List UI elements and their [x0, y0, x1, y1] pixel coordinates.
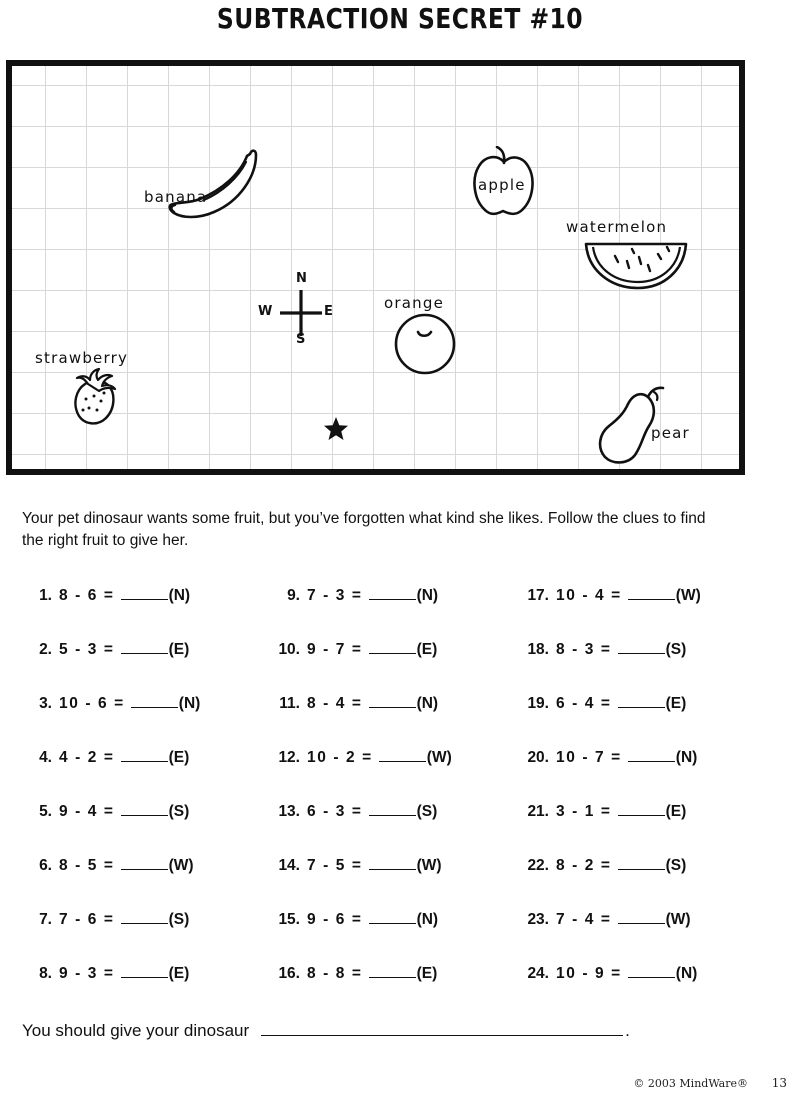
problem-number: 11.: [279, 695, 300, 712]
direction-letter: (N): [416, 911, 439, 928]
problem-row: [22, 802, 762, 856]
answer-blank[interactable]: [369, 640, 416, 654]
compass-rose: [258, 271, 333, 349]
problem-expression: 8 - 3 =: [556, 641, 612, 658]
problem-expression: 9 - 6 =: [307, 911, 363, 928]
problem-number: 23.: [527, 911, 549, 928]
problem-expression: 9 - 4 =: [59, 803, 115, 820]
problem-expression: 7 - 3 =: [307, 587, 363, 604]
problem-item: [270, 694, 519, 713]
problem-number: 13.: [278, 803, 300, 820]
direction-letter: (E): [665, 695, 687, 712]
copyright-notice: © 2003 MindWare®: [633, 1077, 748, 1090]
problem-expression: 6 - 4 =: [556, 695, 612, 712]
compass-east-label: E: [324, 304, 333, 319]
direction-letter: (W): [416, 857, 442, 874]
problem-expression: 8 - 5 =: [59, 857, 115, 874]
problem-item: [22, 694, 270, 713]
direction-letter: (S): [665, 641, 687, 658]
problem-expression: 9 - 7 =: [307, 641, 363, 658]
problem-item: [270, 910, 519, 929]
problem-number: 24.: [527, 965, 549, 982]
problem-number: 20.: [527, 749, 549, 766]
page-title: SUBTRACTION SECRET #10: [216, 2, 584, 35]
problem-expression: 5 - 3 =: [59, 641, 115, 658]
problem-number: 7.: [39, 911, 52, 928]
answer-blank[interactable]: [618, 910, 665, 924]
problem-expression: 3 - 1 =: [556, 803, 612, 820]
problem-item: [519, 856, 759, 875]
direction-letter: (W): [665, 911, 691, 928]
answer-blank[interactable]: [379, 748, 426, 762]
compass-west-label: W: [258, 304, 273, 319]
problem-item: [519, 694, 759, 713]
problem-item: [270, 964, 519, 983]
direction-letter: (S): [665, 857, 687, 874]
strawberry-drawing: [68, 366, 126, 433]
problem-number: 22.: [527, 857, 549, 874]
answer-blank[interactable]: [369, 856, 416, 870]
problem-number: 19.: [527, 695, 549, 712]
answer-blank[interactable]: [628, 748, 675, 762]
problem-expression: 10 - 4 =: [556, 587, 622, 604]
direction-letter: (N): [675, 965, 698, 982]
answer-blank[interactable]: [618, 802, 665, 816]
direction-letter: (W): [426, 749, 452, 766]
problem-number: 12.: [278, 749, 300, 766]
problem-item: [270, 640, 519, 659]
problem-item: [270, 586, 519, 605]
problem-item: [22, 640, 270, 659]
problem-expression: 6 - 3 =: [307, 803, 363, 820]
problem-number: 9.: [287, 587, 300, 604]
compass-south-label: S: [296, 332, 306, 347]
problem-expression: 8 - 2 =: [556, 857, 612, 874]
problem-item: [519, 802, 759, 821]
direction-letter: (N): [416, 587, 439, 604]
answer-blank[interactable]: [121, 802, 168, 816]
problem-item: [22, 964, 270, 983]
map-label-orange: orange: [384, 294, 444, 312]
problem-number: 15.: [278, 911, 300, 928]
answer-blank[interactable]: [121, 640, 168, 654]
direction-letter: (E): [168, 641, 190, 658]
answer-blank[interactable]: [121, 856, 168, 870]
compass-north-label: N: [296, 271, 307, 286]
map-label-banana: banana: [144, 188, 208, 206]
treasure-map: [6, 60, 745, 475]
problem-expression: 10 - 9 =: [556, 965, 622, 982]
answer-blank[interactable]: [618, 640, 665, 654]
problem-expression: 7 - 4 =: [556, 911, 612, 928]
direction-letter: (E): [416, 641, 438, 658]
final-answer-blank[interactable]: [261, 1020, 623, 1036]
answer-blank[interactable]: [618, 856, 665, 870]
problem-number: 21.: [527, 803, 549, 820]
problem-number: 6.: [39, 857, 52, 874]
answer-blank[interactable]: [628, 964, 675, 978]
problem-item: [270, 748, 519, 767]
problem-number: 10.: [278, 641, 300, 658]
start-star-icon: [323, 416, 349, 447]
direction-letter: (E): [665, 803, 687, 820]
problem-row: [22, 640, 762, 694]
direction-letter: (W): [168, 857, 194, 874]
problem-number: 14.: [278, 857, 300, 874]
orange-drawing: [392, 311, 458, 382]
problem-expression: 10 - 2 =: [307, 749, 373, 766]
problem-item: [519, 910, 759, 929]
watermelon-drawing: [582, 234, 692, 301]
problem-item: [519, 640, 759, 659]
problem-item: [519, 964, 759, 983]
direction-letter: (N): [178, 695, 201, 712]
problem-item: [22, 856, 270, 875]
problem-row: [22, 748, 762, 802]
problem-expression: 7 - 5 =: [307, 857, 363, 874]
problem-item: [22, 748, 270, 767]
direction-letter: (N): [168, 587, 191, 604]
map-label-strawberry: strawberry: [35, 349, 129, 367]
answer-blank[interactable]: [369, 694, 416, 708]
problem-item: [270, 802, 519, 821]
problem-number: 5.: [39, 803, 52, 820]
direction-letter: (W): [675, 587, 701, 604]
problem-row: [22, 586, 762, 640]
answer-blank[interactable]: [369, 586, 416, 600]
problem-item: [22, 802, 270, 821]
answer-blank[interactable]: [121, 964, 168, 978]
problem-number: 8.: [39, 965, 52, 982]
problem-number: 17.: [527, 587, 549, 604]
problem-expression: 8 - 6 =: [59, 587, 115, 604]
direction-letter: (N): [416, 695, 439, 712]
problem-expression: 8 - 4 =: [307, 695, 363, 712]
problem-expression: 7 - 6 =: [59, 911, 115, 928]
direction-letter: (E): [168, 965, 190, 982]
problem-number: 4.: [39, 749, 52, 766]
answer-blank[interactable]: [628, 586, 675, 600]
direction-letter: (E): [168, 749, 190, 766]
problem-list: [22, 586, 762, 1018]
map-label-watermelon: watermelon: [566, 218, 668, 236]
instructions-text: Your pet dinosaur wants some fruit, but you’ve forgotten what kind she likes. Follow the clues to find the right fruit to give her.: [22, 510, 706, 549]
answer-blank[interactable]: [369, 910, 416, 924]
final-answer-period: .: [625, 1021, 630, 1040]
answer-blank[interactable]: [369, 802, 416, 816]
direction-letter: (S): [168, 911, 190, 928]
problem-expression: 10 - 6 =: [59, 695, 125, 712]
problem-expression: 4 - 2 =: [59, 749, 115, 766]
problem-row: [22, 964, 762, 1018]
problem-row: [22, 856, 762, 910]
final-answer-prompt: You should give your dinosaur: [22, 1021, 250, 1040]
direction-letter: (N): [675, 749, 698, 766]
problem-item: [519, 748, 759, 767]
problem-item: [22, 910, 270, 929]
problem-expression: 9 - 3 =: [59, 965, 115, 982]
problem-number: 18.: [527, 641, 549, 658]
problem-expression: 10 - 7 =: [556, 749, 622, 766]
direction-letter: (S): [416, 803, 438, 820]
map-grid: [12, 66, 739, 469]
problem-number: 1.: [39, 587, 52, 604]
problem-row: [22, 910, 762, 964]
page-number: 13: [771, 1076, 787, 1090]
answer-blank[interactable]: [121, 586, 168, 600]
direction-letter: (S): [168, 803, 190, 820]
problem-expression: 8 - 8 =: [307, 965, 363, 982]
answer-blank[interactable]: [121, 910, 168, 924]
map-label-pear: pear: [651, 424, 690, 442]
direction-letter: (E): [416, 965, 438, 982]
final-answer-line: [22, 1020, 742, 1041]
problem-row: [22, 694, 762, 748]
answer-blank[interactable]: [131, 694, 178, 708]
problem-number: 16.: [278, 965, 300, 982]
problem-number: 3.: [39, 695, 52, 712]
answer-blank[interactable]: [618, 694, 665, 708]
problem-item: [22, 586, 270, 605]
map-label-apple: apple: [478, 176, 526, 194]
problem-item: [270, 856, 519, 875]
problem-number: 2.: [39, 641, 52, 658]
answer-blank[interactable]: [369, 964, 416, 978]
problem-item: [519, 586, 759, 605]
answer-blank[interactable]: [121, 748, 168, 762]
